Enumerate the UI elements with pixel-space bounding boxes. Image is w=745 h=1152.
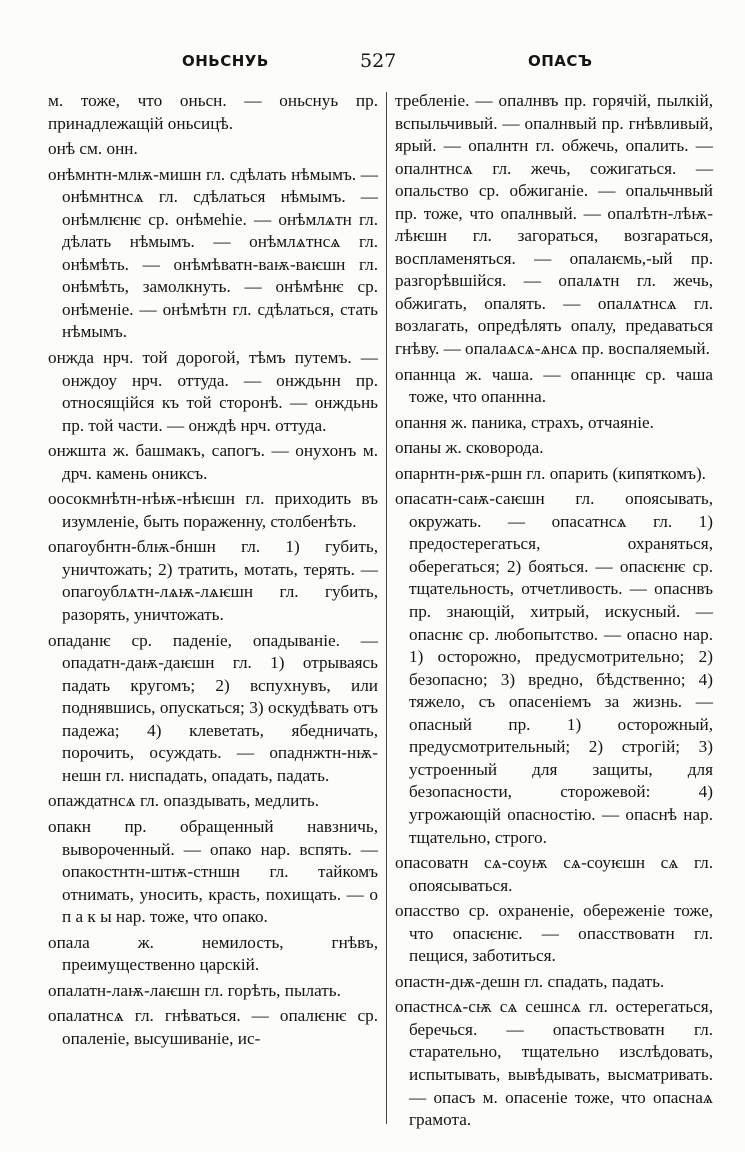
column-divider bbox=[386, 92, 387, 1124]
page-header bbox=[0, 50, 745, 78]
dictionary-entry: онжшта ж. башмакъ, сапогъ. — онухонъ м. дрч. камень ониксъ. bbox=[48, 441, 378, 483]
dictionary-entry: опастнсѧ-сѭ сѧ сешнсѧ гл. остерегаться, беречься. — опастьствоватн гл. старательно, тщательно изслѣдовать, испытывать, вывѣдывать, высматривать. — опасъ м. опасеніе тоже, что опаснаѧ грамота. bbox=[395, 997, 713, 1130]
dictionary-entry: опаждатнсѧ гл. опаздывать, медлить. bbox=[48, 791, 319, 811]
right-column bbox=[395, 90, 713, 1135]
dictionary-entry-continuation: требленіе. — опалнвъ пр. горячій, пылкій, вспыльчивый. — опалнвый пр. гнѣвливый, ярый. — опалнтн гл. обжечь, опалить. — опалнтнсѧ гл. жечь, сожигаться. — опальство ср. обжиганіе. — опальчнвый пр. тоже, что опалнвый. — опалѣтн-лѣѭ-лѣѥшн гл. загораться, возгараться, воспламеняться. — опалаѥмь,-ый пр. разгорѣвшійся. — опалѧтн гл. жечь, обжигать, опалять. — опалѧтнсѧ гл. возлагать, опредѣлять опалу, предаваться гнѣву. — опалаѧсѧ-ѧнсѧ пр. воспаляемый. bbox=[395, 91, 713, 359]
running-head-left: ОНЬСНУЬ bbox=[182, 52, 269, 70]
dictionary-entry: опакн пр. обращенный навзничь, вывороченный. — опако нар. вспять. — опакостнтн-штѭ-стншн гл. тайкомъ отнимать, уносить, красть, похищать. — о п а к ы нар. тоже, что опако. bbox=[48, 816, 378, 927]
dictionary-entry: опаданѥ ср. паденіе, опадываніе. — опадатн-даѭ-даѥшн гл. 1) отрываясь падать кругомъ; 2) вспухнувъ, или поднявшись, опускаться; 3) оскудѣвать отъ падежа; 4) клеветать, ябедничать, порочить, осуждать. — опаднжтн-нѭ-нешн гл. ниспадать, опадать, падать. bbox=[48, 630, 378, 785]
dictionary-entry: оосокмнѣтн-нѣѭ-нѣѥшн гл. приходить въ изумленіе, быть пораженну, столбенѣть. bbox=[48, 489, 378, 531]
left-column bbox=[48, 90, 378, 1053]
dictionary-entry: опалатнсѧ гл. гнѣваться. — опалѥнѥ ср. опаленіе, высушиваніе, ис- bbox=[48, 1006, 378, 1048]
page-number: 527 bbox=[360, 50, 397, 72]
dictionary-entry: опаннца ж. чаша. — опаннцѥ ср. чаша тоже, что опаннна. bbox=[395, 364, 713, 407]
running-head-right: ОПАСЪ bbox=[528, 52, 593, 70]
dictionary-entry: опаны ж. сковорода. bbox=[395, 438, 544, 458]
dictionary-entry: опасство ср. охраненіе, обереженіе тоже, что опасѥнѥ. — опасствоватн гл. пещися, заботиться. bbox=[395, 901, 713, 966]
dictionary-entry: опастн-дѭ-дешн гл. спадать, падать. bbox=[395, 971, 665, 991]
dictionary-entry: опагоубнтн-блѭ-бншн гл. 1) губить, уничтожать; 2) тратить, мотать, терять. — опагоублѧтн-лѧѭ-лѧѥшн гл. губить, разорять, уничтожать. bbox=[48, 537, 378, 625]
dictionary-entry: опання ж. паника, страхъ, отчаяніе. bbox=[395, 412, 654, 432]
dictionary-entry: онѣмнтн-млѭ-мишн гл. сдѣлать нѣмымъ. — онѣмнтнсѧ гл. сдѣлаться нѣмымъ. — онѣмлѥнѥ ср. онѣмеhie. — онѣмлѧтн гл. дѣлать нѣмымъ. — онѣмлѧтнсѧ гл. онѣмѣть. — онѣмѣватн-ваѭ-ваѥшн гл. онѣмѣть, замолкнуть. — онѣмѣнѥ ср. онѣменіе. — онѣмѣтн гл. сдѣлаться, стать нѣмымъ. bbox=[48, 164, 378, 342]
dictionary-entry: онѣ см. онн. bbox=[48, 139, 138, 159]
dictionary-entry: опала ж. немилость, гнѣвъ, преимущественно царскій. bbox=[48, 932, 378, 975]
dictionary-entry: опарнтн-рѭ-ршн гл. опарить (кипяткомъ). bbox=[395, 463, 706, 483]
dictionary-entry: опалатн-лаѭ-лаѥшн гл. горѣть, пылать. bbox=[48, 980, 341, 1000]
dictionary-entry: опасатн-саѭ-саѥшн гл. опоясывать, окружать. — опасатнсѧ гл. 1) предостерегаться, охраняться, оберегаться; 2) бояться. — опасѥнѥ ср. тщательность, отчетливость. — опаснвъ пр. знающій, хитрый, искусный. — опаснѥ ср. любопытство. — опасно нар. 1) осторожно, предусмотрительно; 2) безопасно; 3) вредно, бѣдственно; 4) тяжело, съ опасеніемъ за жизнь. — опасный пр. 1) осторожный, предусмотрительный; 2) строгій; 3) устроенный для защиты, для безопасности, сторожевой: 4) угрожающій опасностію. — опаснѣ нар. тщательно, строго. bbox=[395, 489, 713, 847]
dictionary-entry-continuation: м. тоже, что оньсн. — оньснуь пр. принадлежащій оньсицѣ. bbox=[48, 91, 378, 133]
dictionary-entry: онжда нрч. той дорогой, тѣмъ путемъ. — онждоу нрч. оттуда. — онждьнн пр. относящійся къ той сторонѣ. — онждьнь пр. той части. — онждѣ нрч. оттуда. bbox=[48, 348, 378, 435]
dictionary-entry: опасоватн сѧ-соуѭ сѧ-соуѥшн сѧ гл. опоясываться. bbox=[395, 853, 713, 895]
